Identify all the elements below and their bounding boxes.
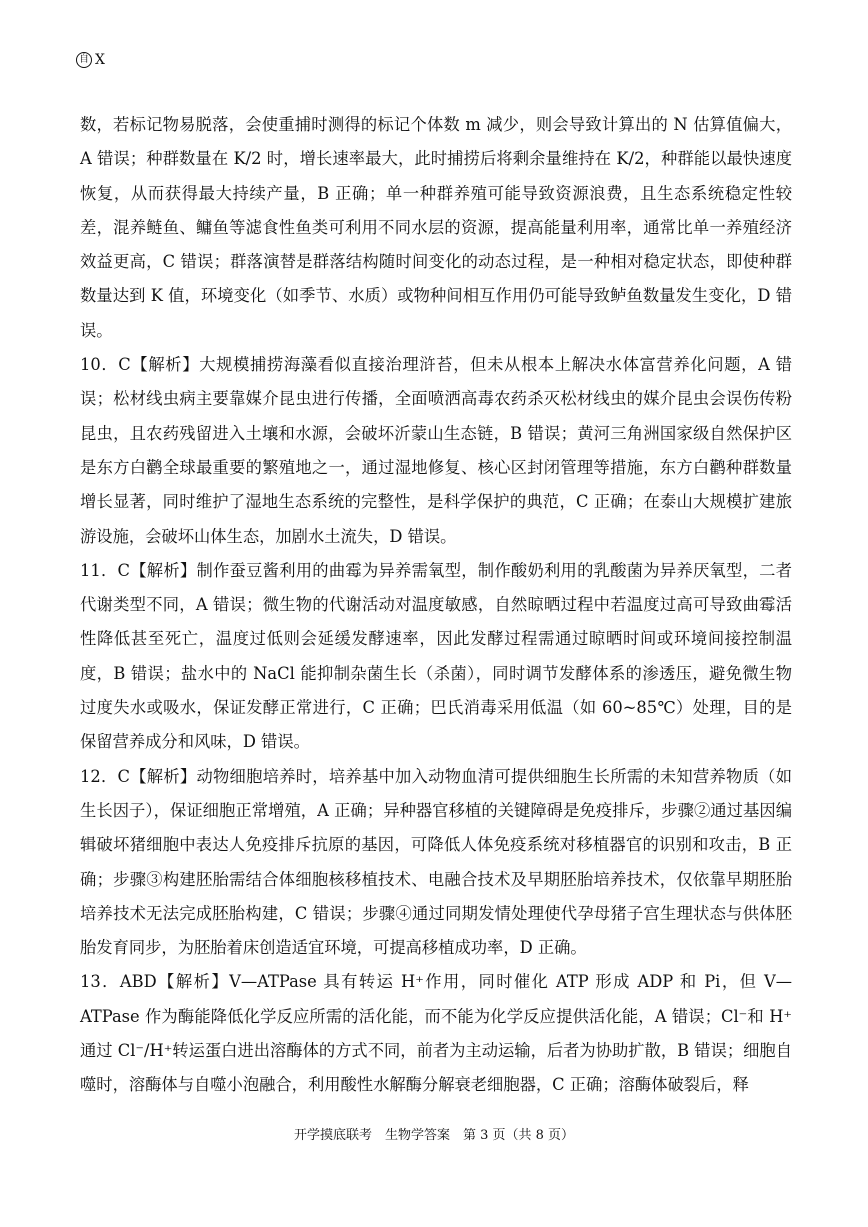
page-footer: 开学摸底联考 生物学答案 第 3 页（共 8 页） xyxy=(293,1128,575,1143)
answer-body xyxy=(80,108,792,1103)
paragraph-q9-continued: 数，若标记物易脱落，会使重捕时测得的标记个体数 m 减少，则会导致计算出的 N 估算值偏大，A 错误；种群数量在 K/2 时，增长速率最大，此时捕捞后将剩余量维持在 K/2，种群能以最快速度恢复，从而获得最大持续产量，B 正确；单一种群养殖可能导致资源浪费，且生态系统稳定性较差，混养鲢鱼、鳙鱼等滤食性鱼类可利用不同水层的资源，提高能量利用率，通常比单一养殖经济效益更高，C 错误；群落演替是群落结构随时间变化的动态过程，是一种相对稳定状态，即使种群数量达到 K 值，环境变化（如季节、水质）或物种间相互作用仍可能导致鲈鱼数量发生变化，D 错误。 xyxy=(80,115,792,340)
logo-circle-icon: 自 xyxy=(76,52,92,68)
paragraph-q13: 13．ABD【解析】V—ATPase 具有转运 H⁺作用，同时催化 ATP 形成 ADP 和 Pi，但 V—ATPase 作为酶能降低化学反应所需的活化能，而不能为化学反应提供活化能，A 错误；Cl⁻和 H⁺通过 Cl⁻/H⁺转运蛋白进出溶酶体的方式不同，前者为主动运输，后者为协助扩散，B 错误；细胞自噬时，溶酶体与自噬小泡融合，利用酸性水解酶分解衰老细胞器，C 正确；溶酶体破裂后，释 xyxy=(80,972,792,1095)
paragraph-q11: 11．C【解析】制作蚕豆酱利用的曲霉为异养需氧型，制作酸奶利用的乳酸菌为异养厌氧型，二者代谢类型不同，A 错误；微生物的代谢活动对温度敏感，自然晾晒过程中若温度过高可导致曲霉活性降低甚至死亡，温度过低则会延缓发酵速率，因此发酵过程需通过晾晒时间或环境间接控制温度，B 错误；盐水中的 NaCl 能抑制杂菌生长（杀菌），同时调节发酵体系的渗透压，避免微生物过度失水或吸水，保证发酵正常进行，C 正确；巴氏消毒采用低温（如 60~85℃）处理，目的是保留营养成分和风味，D 错误。 xyxy=(80,560,792,752)
logo-text: X xyxy=(95,52,105,68)
paragraph-q10: 10．C【解析】大规模捕捞海藻看似直接治理浒苔，但未从根本上解决水体富营养化问题，A 错误；松材线虫病主要靠媒介昆虫进行传播，全面喷洒高毒农药杀灭松材线虫的媒介昆虫会误伤传粉昆虫，且农药残留进入土壤和水源，会破坏沂蒙山生态链，B 错误；黄河三角洲国家级自然保护区是东方白鹳全球最重要的繁殖地之一，通过湿地修复、核心区封闭管理等措施，东方白鹳种群数量增长显著，同时维护了湿地生态系统的完整性，是科学保护的典范，C 正确；在泰山大规模扩建旅游设施，会破坏山体生态，加剧水土流失，D 错误。 xyxy=(80,355,792,546)
paragraph-q12: 12．C【解析】动物细胞培养时，培养基中加入动物血清可提供细胞生长所需的未知营养物质（如生长因子），保证细胞正常增殖，A 正确；异种器官移植的关键障碍是免疫排斥，步骤②通过基因编辑破坏猪细胞中表达人免疫排斥抗原的基因，可降低人体免疫系统对移植器官的识别和攻击，B 正确；步骤③构建胚胎需结合体细胞核移植技术、电融合技术及早期胚胎培养技术，仅依靠早期胚胎培养技术无法完成胚胎构建，C 错误；步骤④通过同期发情处理使代孕母猪子宫生理状态与供体胚胎发育同步，为胚胎着床创造适宜环境，可提高移植成功率，D 正确。 xyxy=(80,766,792,958)
publisher-logo xyxy=(76,52,105,68)
